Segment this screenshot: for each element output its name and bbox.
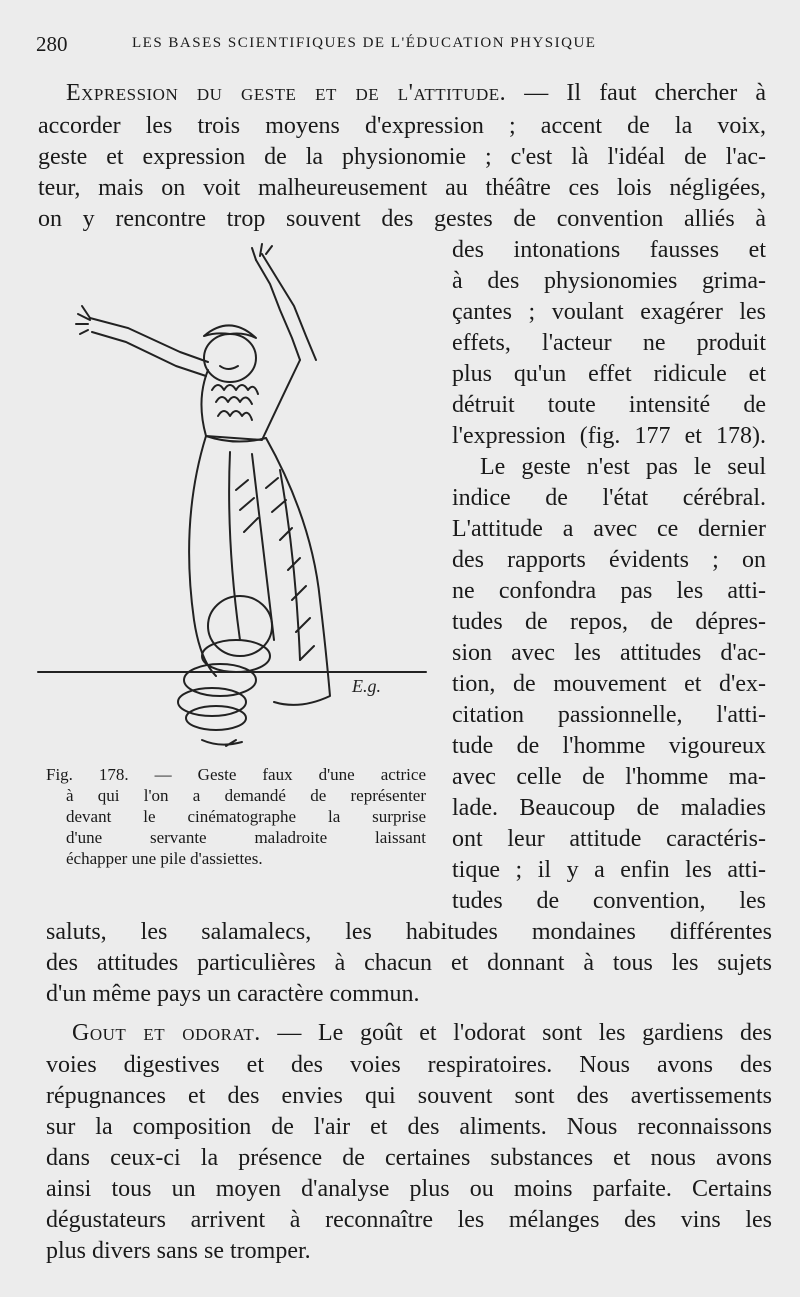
caption-line: Fig. 178. — Geste faux d'une actrice [46,765,426,784]
section1-line: des attitudes particulières à chacun et donnant à tous les sujets [46,950,772,976]
figure-illustration [30,240,430,760]
artist-signature: E.g. [352,676,381,696]
section1-line: effets, l'acteur ne produit [452,330,766,356]
section1-line: des intonations fausses et [452,237,766,263]
section1-line: ne confondra pas les atti- [452,578,766,604]
section2-line: ainsi tous un moyen d'analyse plus ou moins parfaite. Certains [46,1176,772,1202]
section2-line: répugnances et des envies qui souvent sont des avertissements [46,1083,772,1109]
section1-line: teur, mais on voit malheureusement au théâtre ces lois négligées, [38,175,766,201]
caption-line: d'une servante maladroite laissant [66,828,426,847]
section1-line: tudes de repos, de dépres- [452,609,766,635]
section1-heading: Expression du geste et de l'attitude. [66,80,507,106]
section1-line: ont leur attitude caractéris- [452,826,766,852]
figure-caption [46,764,426,869]
section1-line: l'expression (fig. 177 et 178). [452,423,766,449]
section1-line: d'un même pays un caractère commun. [46,981,420,1007]
section1-line: Le geste n'est pas le seul [480,454,766,480]
section2-line: plus divers sans se tromper. [46,1238,311,1264]
section1-line: tique ; il y a enfin les atti- [452,857,766,883]
page-header [36,32,776,62]
section1-line: on y rencontre trop souvent des gestes de convention alliés à [38,206,766,232]
section1-line: tion, de mouvement et d'ex- [452,671,766,697]
section2-line: sur la composition de l'air et des aliments. Nous reconnaissons [46,1114,772,1140]
section1-line: des rapports évidents ; on [452,547,766,573]
section1-line: sion avec les attitudes d'ac- [452,640,766,666]
section2-line: Gout et odorat. — Le goût et l'odorat sont les gardiens des [72,1020,772,1046]
caption-line: échapper une pile d'assiettes. [66,849,263,868]
section1-line: çantes ; voulant exagérer les [452,299,766,325]
section2-line: dans ceux-ci la présence de certaines substances et nous avons [46,1145,772,1171]
section1-line: lade. Beaucoup de maladies [452,795,766,821]
section2-line: voies digestives et des voies respiratoires. Nous avons des [46,1052,772,1078]
page-number: 280 [36,32,68,56]
section1-line: Expression du geste et de l'attitude. — Il faut chercher à [66,80,767,106]
section1-line: geste et expression de la physionomie ; c'est là l'idéal de l'ac- [38,144,766,170]
section1-line: indice de l'état cérébral. [452,485,766,511]
caption-line: à qui l'on a demandé de représenter [66,786,426,805]
section2-heading: Gout et odorat. [72,1020,261,1046]
running-title: LES BASES SCIENTIFIQUES DE L'ÉDUCATION PHYSIQUE [132,35,597,51]
section1-line: détruit toute intensité de [452,392,766,418]
section1-line: avec celle de l'homme ma- [452,764,766,790]
section1-line: plus qu'un effet ridicule et [452,361,766,387]
section1-line: tude de l'homme vigoureux [452,733,766,759]
section1-line: citation passionnelle, l'atti- [452,702,766,728]
caption-line: devant le cinématographe la surprise [66,807,426,826]
section1-line: saluts, les salamalecs, les habitudes mondaines différentes [46,919,772,945]
section1-line: accorder les trois moyens d'expression ; accent de la voix, [38,113,766,139]
section1-line: à des physionomies grima- [452,268,766,294]
section1-line: tudes de convention, les [452,888,766,914]
section2-line: dégustateurs arrivent à reconnaître les mélanges des vins les [46,1207,772,1233]
section1-line: L'attitude a avec ce dernier [452,516,766,542]
